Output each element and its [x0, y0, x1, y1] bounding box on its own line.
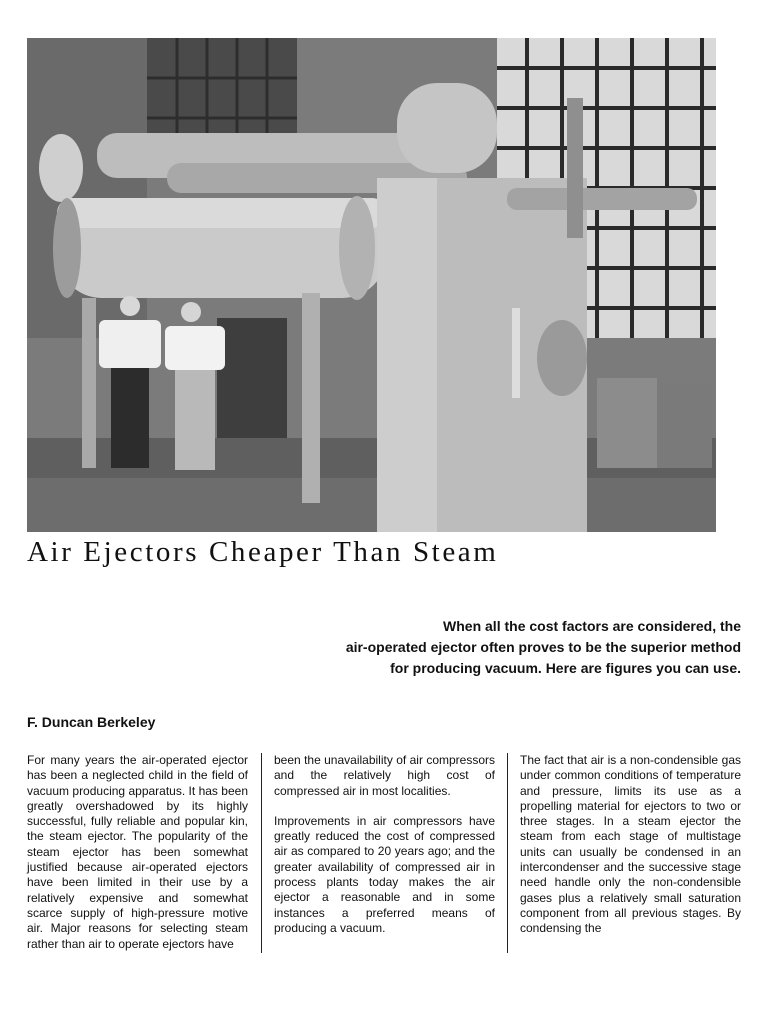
article-deck: [221, 616, 741, 679]
column-divider: [261, 753, 262, 953]
industrial-ejector-photo: [27, 38, 716, 532]
deck-line: air-operated ejector often proves to be the superior method: [345, 639, 741, 655]
paragraph: For many years the air-operated ejector has been a neglected child in the field of vacuum producing apparatus. It has been greatly overshadowed by its highly successful, fully reliable and popular kin, the steam ejector. The popularity of the steam ejector has been somewhat justified because air-operated ejectors have been limited in their use by a relatively expensive and somewhat scarce supply of high-pressure motive air. Major reasons for selecting steam rather than air to operate ejectors have: [27, 753, 248, 951]
deck-line: for producing vacuum. Here are figures you can use.: [390, 660, 741, 676]
paragraph: The fact that air is a non-condensible gas under common conditions of temperature and pressure, limits its use as a propelling material for ejectors to two or three stages. In a steam ejector the steam from each stage of multistage units can usually be condensed in an intercondenser and the successive stage need handle only the non-condensible gases plus a relatively small saturation component from all previous stages. By condensing the: [520, 753, 741, 936]
column-divider: [507, 753, 508, 953]
paragraph: Improvements in air compressors have greatly reduced the cost of compressed air as compared to 20 years ago; and the greater availability of compressed air in process plants today makes the air ejector a reasonable and in some instances a preferred means of producing a vacuum.: [274, 813, 495, 935]
text-column-1: [27, 753, 248, 967]
paragraph: been the unavailability of air compressors and the relatively high cost of compressed air in most localities.: [274, 753, 495, 798]
text-column-2: [274, 753, 495, 951]
deck-line: When all the cost factors are considered, the: [443, 618, 741, 634]
photo-illustration: [27, 38, 716, 532]
text-column-3: [520, 753, 741, 952]
author-byline: F. Duncan Berkeley: [27, 714, 156, 730]
article-title: Air Ejectors Cheaper Than Steam: [27, 536, 499, 568]
